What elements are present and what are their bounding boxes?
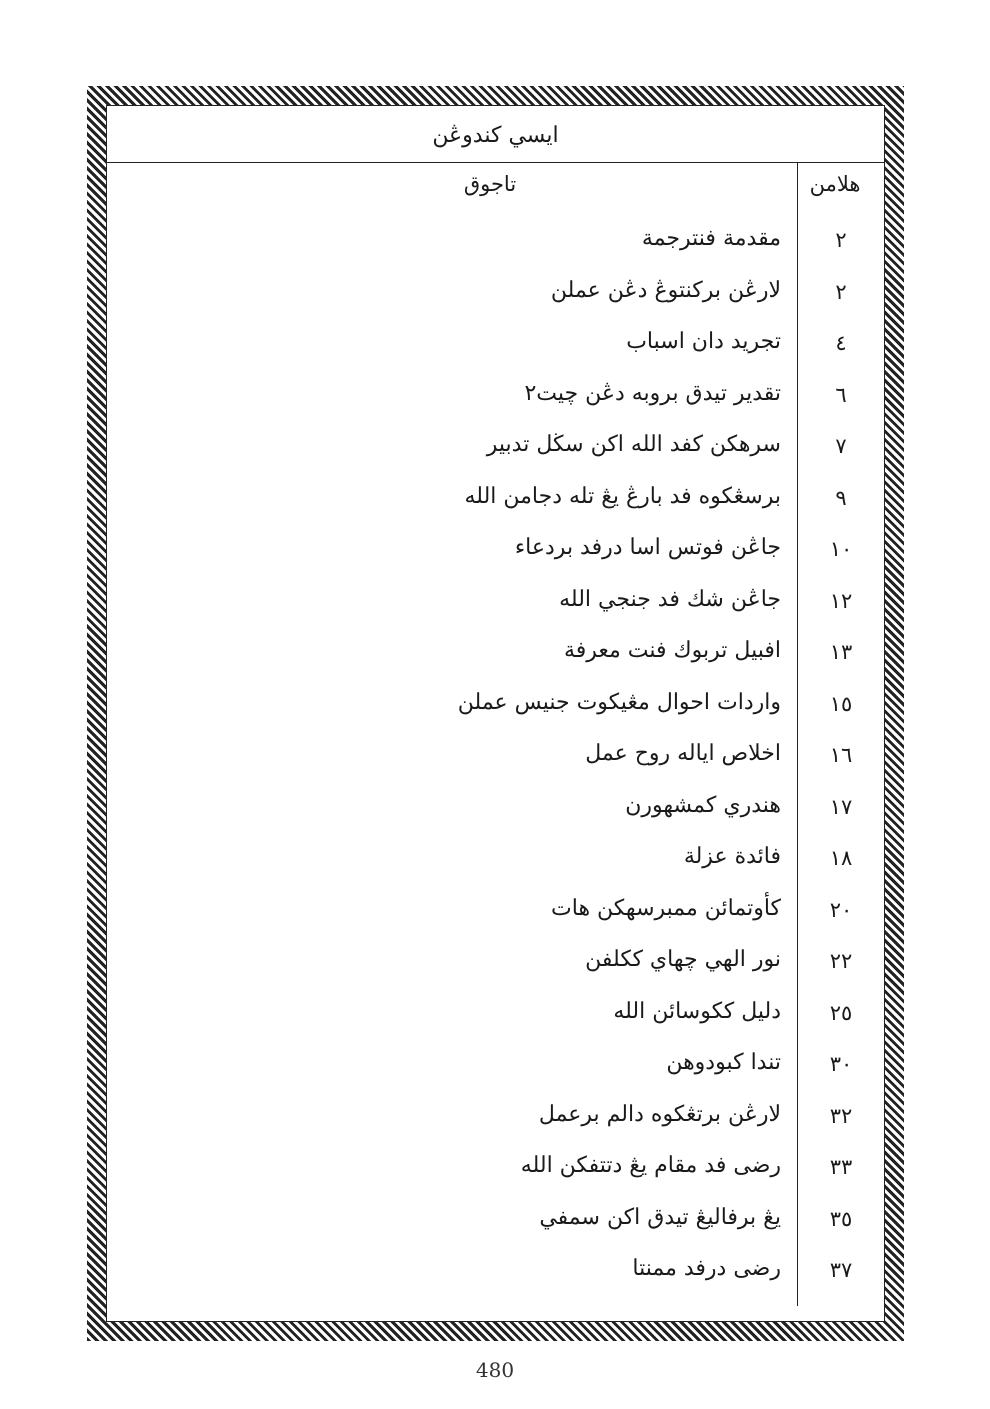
toc-page-number: ٣٥ <box>829 1206 853 1231</box>
toc-page-number: ١٠ <box>829 537 853 561</box>
toc-title: واردات احوال مڠيكوت جنيس عملن <box>457 689 781 715</box>
toc-page-number: ٢٥ <box>829 1000 853 1025</box>
toc-page-number: ٢ <box>835 228 847 252</box>
toc-row <box>106 270 885 322</box>
toc-list <box>106 218 885 1300</box>
toc-title: لارڠن برتڠكوه دالم برعمل <box>538 1101 781 1127</box>
toc-title: اخلاص اياله روح عمل <box>585 741 781 766</box>
toc-title: مقدمة فنترجمة <box>641 226 781 251</box>
toc-page-number: ٣٧ <box>829 1258 853 1282</box>
toc-page-number: ٢٢ <box>829 949 853 973</box>
toc-row <box>106 1094 885 1146</box>
toc-title: تقدير تيدق بروبه دڠن چيت٢ <box>524 380 781 406</box>
toc-row <box>106 630 885 682</box>
toc-title: افبيل تربوك فنت معرفة <box>563 638 781 663</box>
toc-row <box>106 579 885 631</box>
toc-row <box>106 991 885 1043</box>
toc-title: رضى درفد ممنتا <box>632 1256 781 1281</box>
toc-row <box>106 733 885 785</box>
toc-title: رضى فد مقام يڠ دتتفكن الله <box>520 1153 781 1178</box>
toc-row <box>106 1042 885 1094</box>
toc-title: جاڠن شك فد جنجي الله <box>559 586 781 612</box>
toc-title: دليل ككوسائن الله <box>613 998 781 1024</box>
toc-title: تندا كبودوهن <box>666 1050 781 1075</box>
toc-page-number: ٧ <box>835 434 847 458</box>
toc-row <box>106 321 885 373</box>
column-header-title: تاجوق <box>463 172 517 196</box>
toc-page-number: ٣٣ <box>829 1155 853 1179</box>
toc-page-number: ٢ <box>835 279 847 304</box>
toc-row <box>106 836 885 888</box>
toc-row <box>106 785 885 837</box>
toc-title: فائدة عزلة <box>683 844 781 869</box>
toc-row <box>106 939 885 991</box>
column-header-page: هلامن <box>809 172 861 196</box>
toc-title: سرهكن كفد الله اكن سڬل تدبير <box>486 432 781 457</box>
toc-row <box>106 476 885 528</box>
toc-page-number: ٣٠ <box>829 1052 853 1076</box>
toc-row <box>106 1145 885 1197</box>
toc-page-number: ٢٠ <box>829 897 853 922</box>
toc-page-number: ١٣ <box>829 640 853 664</box>
toc-page-number: ١٦ <box>829 743 853 767</box>
toc-row <box>106 682 885 734</box>
toc-page-number: ١٥ <box>829 691 853 716</box>
toc-title: هندري كمشهورن <box>625 792 781 818</box>
toc-title: كأوتمائن ممبرسهكن هات <box>551 895 781 921</box>
toc-page-number: ٣٢ <box>829 1103 853 1128</box>
toc-title: نور الهي چهاي ككلفن <box>585 947 781 972</box>
page-title: ايسي كندوڠن <box>432 123 559 148</box>
toc-title: جاڠن فوتس اسا درفد بردعاء <box>514 535 781 560</box>
header-divider <box>106 162 885 163</box>
toc-page-number: ١٧ <box>829 794 853 819</box>
toc-row <box>106 373 885 425</box>
toc-page-number: ١٨ <box>829 846 853 870</box>
toc-page-number: ١٢ <box>829 588 853 613</box>
toc-row <box>106 218 885 270</box>
toc-page-number: ٩ <box>835 485 847 510</box>
toc-page-number: ٦ <box>835 382 847 407</box>
toc-title: برسڠكوه فد بارڠ يڠ تله دجامن الله <box>464 483 781 509</box>
page-number: 480 <box>475 1358 515 1382</box>
toc-row <box>106 527 885 579</box>
toc-title: تجريد دان اسباب <box>626 329 781 354</box>
toc-row <box>106 888 885 940</box>
toc-title: لارڠن بركنتوڠ دڠن عملن <box>550 277 781 303</box>
toc-row <box>106 1197 885 1249</box>
toc-row <box>106 1248 885 1300</box>
toc-row <box>106 424 885 476</box>
toc-title: يڠ برفاليڠ تيدق اكن سمفي <box>539 1204 781 1230</box>
toc-page-number: ٤ <box>835 331 847 355</box>
